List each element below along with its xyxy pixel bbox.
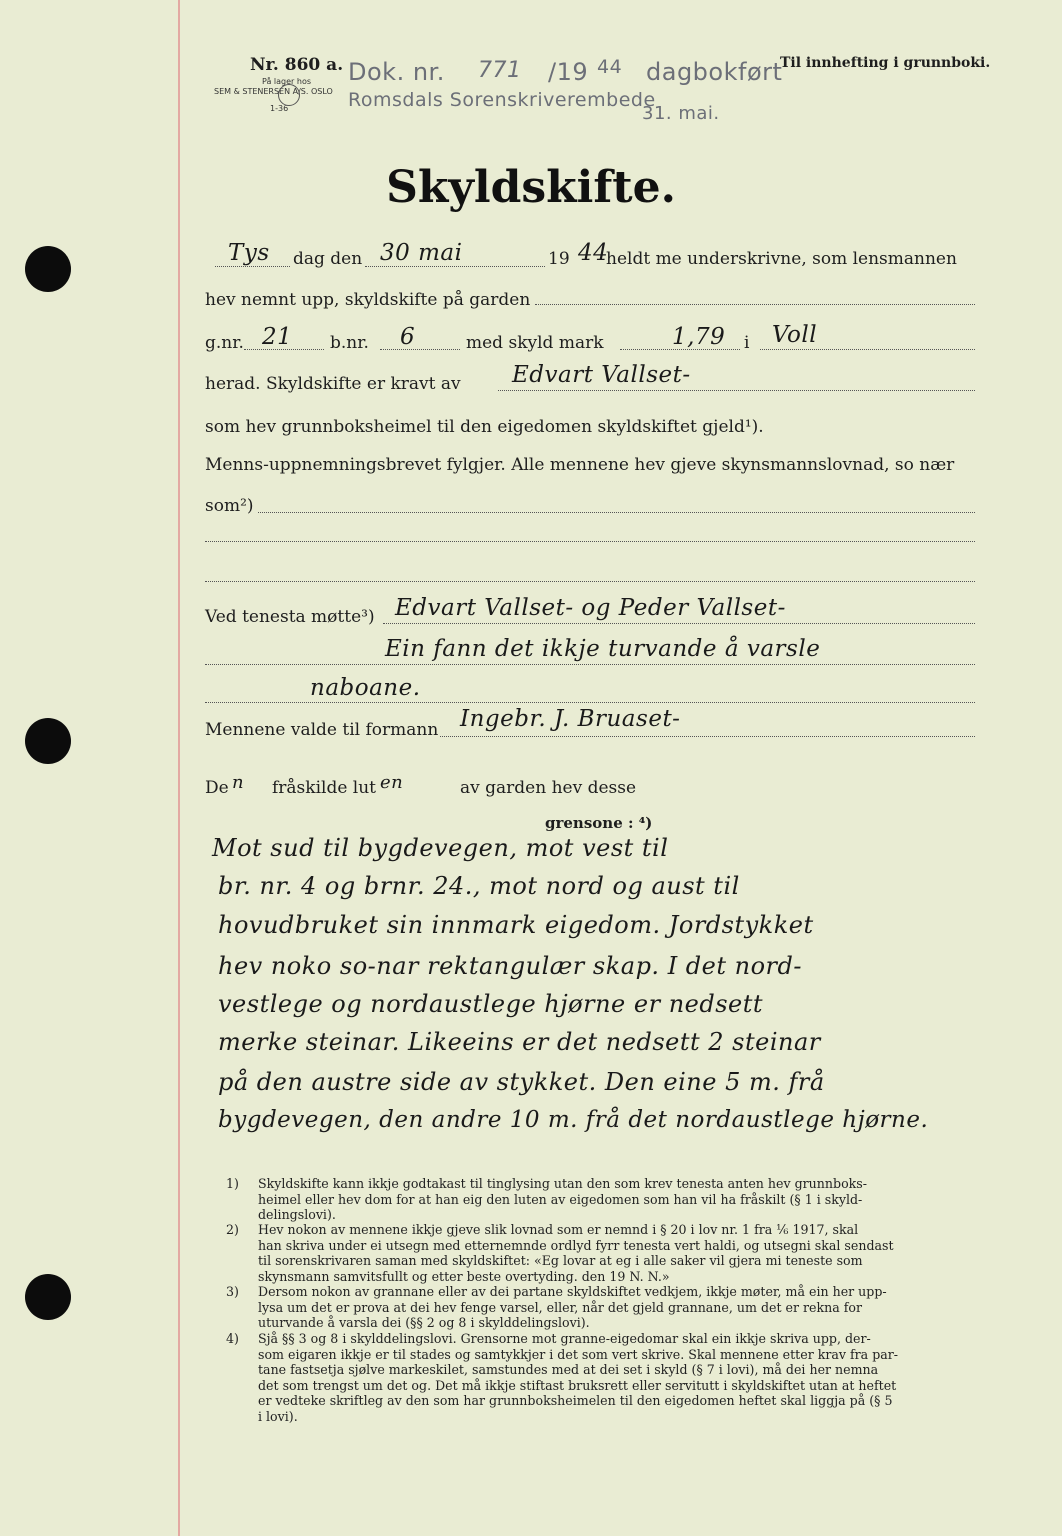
punch-hole <box>25 1274 71 1320</box>
footnote-line: i lovi). <box>258 1408 298 1424</box>
fill-line <box>380 349 460 350</box>
footnote-number: 2) <box>226 1222 239 1237</box>
boundary-line: på den austre side av stykket. Den eine 5 m. frå <box>218 1068 825 1096</box>
footnote-line: lysa um det er prova at dei hev fenge varsel, eller, når det gjeld grannane, um det er rekna for <box>258 1299 862 1315</box>
fill-line <box>535 304 975 305</box>
fill-line <box>205 702 975 703</box>
publisher-logo <box>278 84 300 106</box>
punch-hole <box>25 246 71 292</box>
footnote-line: Skyldskifte kann ikkje godtakast til tinglysing utan den som krev tenesta anten hev grunnboks- <box>258 1176 867 1191</box>
label-year-prefix: 19 <box>548 249 570 269</box>
publisher-line-1: På lager hos <box>262 77 311 86</box>
handwritten-attended-1: Edvart Vallset- og Peder Vallset- <box>395 595 786 621</box>
handwritten-attended-3: naboane. <box>310 675 421 701</box>
handwritten-date: 30 mai <box>380 240 463 266</box>
footnote-line: Sjå §§ 3 og 8 i skylddelingslovi. Grensorne mot granne-eigedomar skal ein ikkje skriva upp, der- <box>258 1331 871 1346</box>
stamp-year-digits: 44 <box>597 56 623 78</box>
label-dag-den: dag den <box>293 249 363 269</box>
footnote-2 <box>226 1222 978 1284</box>
label-bnr: b.nr. <box>330 333 369 353</box>
boundary-line: bygdevegen, den andre 10 m. frå det nordaustlege hjørne. <box>218 1107 929 1133</box>
label-i: i <box>744 333 750 353</box>
stamp-dok-nr: Dok. nr. <box>348 58 445 86</box>
fill-line <box>205 541 975 542</box>
binding-note: Til innhefting i grunnboki. <box>780 55 991 71</box>
handwritten-mark: 1,79 <box>672 324 726 350</box>
fill-line <box>258 512 975 513</box>
footnote-line: Dersom nokon av grannane eller av dei partane skyldskiftet vedkjem, ikkje møter, må ein her upp- <box>258 1284 887 1299</box>
footnote-line: Hev nokon av mennene ikkje gjeve slik lovnad som er nemnd i § 20 i lov nr. 1 fra ⅙ 1917, skal <box>258 1222 859 1237</box>
label-nemnt-upp: hev nemnt upp, skyldskifte på garden <box>205 290 531 310</box>
boundary-line: Mot sud til bygdevegen, mot vest til <box>212 834 669 862</box>
label-av-garden: av garden hev desse <box>460 778 637 798</box>
fill-line <box>498 390 975 391</box>
handwritten-attended-2: Ein fann det ikkje turvande å varsle <box>385 636 821 662</box>
footnote-line: skynsmann samvitsfullt og etter beste overtyding. den 19 N. N.» <box>258 1268 670 1284</box>
footnote-line: tane fastsetja sjølve markeskilet, samstundes med at dei set i skyld (§ 7 i lovi), må dei her nemna <box>258 1362 879 1378</box>
boundary-line: hovudbruket sin innmark eigedom. Jordstykket <box>218 911 814 939</box>
handwritten-place: Voll <box>772 322 818 348</box>
edition: 1-36 <box>270 104 289 113</box>
handwritten-de-suffix: n <box>232 772 245 793</box>
footnote-line: heimel eller hev dom for at han eig den luten av eigedomen som han vil ha fråskilt (§ 1 i skyld- <box>258 1191 863 1207</box>
footnote-line: delingslovi). <box>258 1207 336 1223</box>
label-heldt: heldt me underskrivne, som lensmannen <box>606 249 957 269</box>
doc-number: 771 <box>478 58 522 83</box>
footnote-3 <box>226 1284 978 1331</box>
fill-line <box>383 623 975 624</box>
punch-hole <box>25 718 71 764</box>
stamp-year-prefix: /19 <box>548 58 589 86</box>
fill-line <box>620 349 740 350</box>
label-grunnboksheimel: som hev grunnboksheimel til den eigedomen skyldskiftet gjeld¹). <box>205 417 764 437</box>
stamp-dagbokfort: dagbokført <box>646 58 783 86</box>
footnote-4 <box>226 1331 978 1425</box>
label-som: som²) <box>205 496 254 516</box>
boundary-line: hev noko so-nar rektangulær skap. I det nord- <box>218 952 802 980</box>
fill-line <box>205 581 975 582</box>
footnote-line: uturvande å varsla dei (§§ 2 og 8 i skylddelingslovi). <box>258 1315 590 1331</box>
fill-line <box>440 736 975 737</box>
label-fraskilde-lut: fråskilde lut <box>272 778 377 798</box>
boundaries-heading: grensone : ⁴) <box>545 814 653 832</box>
footnote-line: er vedteke skriftleg av den som har grunnboksheimelen til den eigedomen heftet skal liggja på (§ 5 <box>258 1393 893 1409</box>
footnote-line: som eigaren ikkje er til stades og samtykkjer i det som vert skrive. Skal mennene etter krav fra par- <box>258 1346 899 1362</box>
footnote-number: 3) <box>226 1284 239 1299</box>
label-formann: Mennene valde til formann <box>205 720 439 740</box>
fill-line <box>215 266 290 267</box>
label-ved-tenesta: Ved tenesta møtte³) <box>205 607 375 627</box>
footnote-line: det som trengst um det og. Det må ikkje stiftast bruksrett eller servitutt i skyldskiftet utan at heftet <box>258 1377 897 1393</box>
handwritten-year: 44 <box>578 240 609 266</box>
handwritten-lut-suffix: en <box>380 772 404 793</box>
label-de: De <box>205 778 229 798</box>
stamp-office: Romsdals Sorenskriverembede <box>348 89 656 111</box>
label-herad: herad. Skyldskifte er kravt av <box>205 374 461 394</box>
handwritten-chairman: Ingebr. J. Bruaset- <box>460 706 681 732</box>
boundary-line: br. nr. 4 og brnr. 24., mot nord og aust til <box>218 872 740 900</box>
label-gnr: g.nr. <box>205 333 244 353</box>
handwritten-bnr: 6 <box>400 324 416 350</box>
label-menns-uppnemning: Menns-uppnemningsbrevet fylgjer. Alle mennene hev gjeve skynsmannslovnad, so nær <box>205 455 955 475</box>
boundary-line: merke steinar. Likeeins er det nedsett 2 steinar <box>218 1028 821 1056</box>
fill-line <box>205 664 975 665</box>
label-skyld-mark: med skyld mark <box>466 333 604 353</box>
fill-line <box>760 349 975 350</box>
publisher-line-2: SEM & STENERSEN A/S. OSLO <box>214 87 333 96</box>
page-title: Skyldskifte. <box>386 162 676 213</box>
handwritten-weekday: Tys <box>228 240 270 266</box>
footnote-line: til sorenskrivaren saman med skyldskiftet: «Eg lovar at eg i alle saker vil gjera mi teneste som <box>258 1253 863 1269</box>
fill-line <box>244 349 324 350</box>
form-number: Nr. 860 a. <box>250 55 344 75</box>
boundary-line: vestlege og nordaustlege hjørne er nedsett <box>218 990 764 1018</box>
stamp-date: 31. mai. <box>642 103 720 124</box>
margin-line <box>178 0 180 1536</box>
handwritten-gnr: 21 <box>262 324 293 350</box>
handwritten-requester: Edvart Vallset- <box>512 362 691 388</box>
footnote-number: 4) <box>226 1331 239 1346</box>
fill-line <box>365 266 545 267</box>
footnote-line: han skriva under ei utsegn med etternemnde ordlyd fyrr tenesta vert haldi, og utsegni skal sendast <box>258 1237 894 1253</box>
footnote-1 <box>226 1176 978 1223</box>
footnote-number: 1) <box>226 1176 239 1191</box>
